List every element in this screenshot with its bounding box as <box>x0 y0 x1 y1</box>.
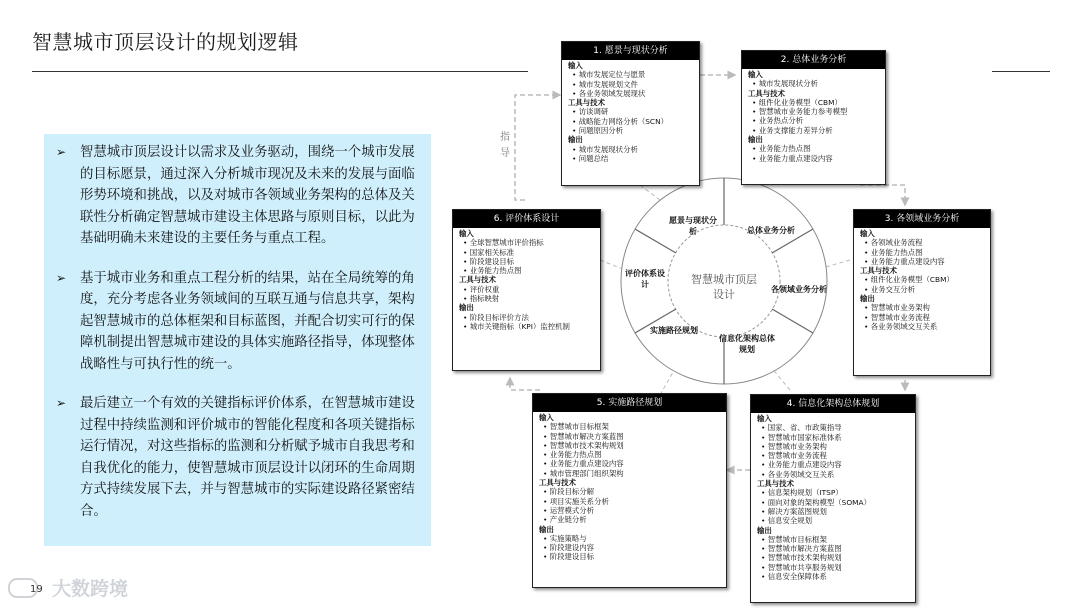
box-item: • 城市发展现状分析 <box>748 79 881 88</box>
box-item: • 阶段建设目标 <box>459 257 596 266</box>
box-item: • 智慧城市解决方案蓝图 <box>757 544 911 553</box>
box-title: 1. 愿景与现状分析 <box>562 42 699 60</box>
box-item: • 阶段目标分解 <box>539 487 722 496</box>
box-item: • 城市管理部门组织架构 <box>539 469 722 478</box>
box-section-label: 输入 <box>568 61 583 70</box>
box-section-label: 输出 <box>748 135 763 145</box>
box-item: • 业务交互分析 <box>860 285 986 294</box>
box-item: • 信息架构规划（ITSP） <box>757 488 911 497</box>
box-item: • 城市关键指标（KPI）监控机制 <box>459 322 596 331</box>
box-item: • 访谈调研 <box>568 107 695 116</box>
box-item: • 智慧城市业务架构 <box>860 303 986 312</box>
summary-text: 最后建立一个有效的关键指标评价体系，在智慧城市建设过程中持续监测和评价城市的智能化程度和各项关键指标运行情况，对这些指标的监测和分析赋予城市自我思考和自我优化的能力，使智慧城市顶层设计以闭环的生命周期方式持续发展下去，并与智慧城市的实际建设路径紧密结合。 <box>80 396 415 519</box>
bullet-arrow-icon: ➢ <box>56 396 67 410</box>
box-item: • 解决方案蓝图规划 <box>757 507 911 516</box>
box-item: • 阶段建设内容 <box>539 543 722 552</box>
box-architecture-planning <box>750 394 916 603</box>
box-section-label: 输入 <box>539 413 554 422</box>
box-section-label: 输出 <box>757 525 772 535</box>
box-item: • 智慧城市技术架构规划 <box>757 553 911 562</box>
box-item: • 国家、省、市政策指导 <box>757 423 911 432</box>
box-item: • 各业务领域交互关系 <box>757 470 911 479</box>
box-item: • 指标映射 <box>459 294 596 303</box>
box-item: • 业务能力热点图 <box>459 266 596 275</box>
box-title: 4. 信息化架构总体规划 <box>751 395 915 413</box>
box-item: • 智慧城市业务能力参考模型 <box>748 107 881 116</box>
box-item: • 问题总结 <box>568 154 695 163</box>
box-item: • 业务能力重点建设内容 <box>757 460 911 469</box>
box-item: • 智慧城市目标框架 <box>539 422 722 431</box>
ring-label-evaluation: 评价体系设计 <box>625 269 665 289</box>
box-item: • 全球智慧城市评价指标 <box>459 238 596 247</box>
box-item: • 业务能力热点图 <box>748 144 881 153</box>
box-item: • 信息安全规划 <box>757 516 911 525</box>
connector-5-6 <box>510 378 540 390</box>
box-item: • 各领域业务流程 <box>860 238 986 247</box>
box-item: • 业务能力重点建设内容 <box>860 257 986 266</box>
box-item: • 智慧城市业务流程 <box>757 451 911 460</box>
box-item: • 产业链分析 <box>539 515 722 524</box>
ring-label-overall: 总体业务分析 <box>747 226 795 235</box>
box-item: • 智慧城市国家标准体系 <box>757 433 911 442</box>
connector-2-3 <box>860 185 905 205</box>
box-item: • 智慧城市业务流程 <box>860 313 986 322</box>
box-section-label: 工具与技术 <box>459 275 496 285</box>
box-section-label: 输入 <box>860 229 875 238</box>
box-section-label: 输出 <box>459 303 474 313</box>
box-item: • 阶段目标评价方法 <box>459 313 596 322</box>
box-item: • 智慧城市业务架构 <box>757 442 911 451</box>
box-item: • 业务热点分析 <box>748 116 881 125</box>
box-item: • 城市发展定位与愿景 <box>568 70 695 79</box>
ring-label-roadmap: 实施路径规划 <box>650 326 698 335</box>
box-roadmap-planning <box>532 393 727 588</box>
box-item: • 国家相关标准 <box>459 248 596 257</box>
box-item: • 智慧城市解决方案蓝图 <box>539 432 722 441</box>
box-item: • 业务能力热点图 <box>539 450 722 459</box>
box-item: • 战略能力网络分析（SCN） <box>568 117 695 126</box>
page-title: 智慧城市顶层设计的规划逻辑 <box>32 30 299 54</box>
watermark <box>52 574 128 601</box>
box-section-label: 工具与技术 <box>568 98 605 108</box>
box-section-label: 输入 <box>459 229 474 238</box>
box-title: 3. 各领域业务分析 <box>854 210 990 228</box>
diagram-center-label: 智慧城市顶层设计 <box>691 273 757 301</box>
box-item: • 实施策略与 <box>539 534 722 543</box>
box-item: • 信息安全保障体系 <box>757 572 911 581</box>
box-domain-business-analysis <box>853 209 991 376</box>
guide-connector <box>515 95 560 200</box>
box-evaluation-design <box>452 209 601 371</box>
box-item: • 阶段建设目标 <box>539 552 722 561</box>
ring-label-vision: 愿景与现状分析 <box>669 216 717 236</box>
box-item: • 智慧城市目标框架 <box>757 535 911 544</box>
box-section-label: 输出 <box>539 524 554 534</box>
bullet-arrow-icon: ➢ <box>56 145 67 159</box>
page-number: 19 <box>30 584 43 595</box>
ring-label-architecture: 信息化架构总体规划 <box>719 334 775 354</box>
ring-label-domain: 各领域业务分析 <box>771 285 827 294</box>
box-item: • 运营模式分析 <box>539 506 722 515</box>
box-item: • 业务支撑能力差异分析 <box>748 126 881 135</box>
box-item: • 智慧城市技术架构规划 <box>539 441 722 450</box>
box-overall-business-analysis <box>741 50 886 185</box>
box-item: • 评价权重 <box>459 285 596 294</box>
box-title: 6. 评价体系设计 <box>453 210 600 228</box>
box-item: • 面向对象的架构模型（SOMA） <box>757 498 911 507</box>
box-section-label: 工具与技术 <box>757 479 794 489</box>
box-item: • 业务能力重点建设内容 <box>748 154 881 163</box>
box-vision-analysis <box>561 41 700 186</box>
box-section-label: 输出 <box>568 135 583 145</box>
box-item: • 城市发展现状分析 <box>568 145 695 154</box>
box-title: 5. 实施路径规划 <box>533 394 726 412</box>
box-section-label: 输出 <box>860 294 875 304</box>
box-section-label: 输入 <box>757 414 772 423</box>
box-item: • 智慧城市共享服务规划 <box>757 563 911 572</box>
box-section-label: 工具与技术 <box>539 478 576 488</box>
box-section-label: 工具与技术 <box>860 266 897 276</box>
box-item: • 业务能力热点图 <box>860 248 986 257</box>
box-item: • 问题原因分析 <box>568 126 695 135</box>
box-item: • 业务能力重点建设内容 <box>539 459 722 468</box>
watermark-text: 大数跨境 <box>52 578 129 600</box>
summary-text: 智慧城市顶层设计以需求及业务驱动，围绕一个城市发展的目标愿景，通过深入分析城市现况及未来的发展与面临形势环境和挑战，以及对城市各领域业务架构的总体及关联性分析确定智慧城市建设主体思路与原则目标，以此为基础明确未来建设的主要任务与重点工程。 <box>80 145 415 246</box>
summary-text: 基于城市业务和重点工程分析的结果，站在全局统筹的角度，充分考虑各业务领域间的互联互通与信息共享，架构起智慧城市的总体框架和目标蓝图，并配合切实可行的保障机制提出智慧城市建设的具体实施路径指导，体现整体战略性与可执行性的统一。 <box>80 270 415 372</box>
box-item: • 城市发展规划文件 <box>568 80 695 89</box>
box-item: • 组件化业务模型（CBM） <box>748 98 881 107</box>
box-section-label: 输入 <box>748 70 763 79</box>
bullet-arrow-icon: ➢ <box>56 270 67 285</box>
box-item: • 各业务领域发展现状 <box>568 89 695 98</box>
box-title: 2. 总体业务分析 <box>742 51 885 69</box>
box-item: • 项目实施关系分析 <box>539 497 722 506</box>
box-section-label: 工具与技术 <box>748 88 785 98</box>
box-item: • 各业务领域交互关系 <box>860 322 986 331</box>
box-item: • 组件化业务模型（CBM） <box>860 275 986 284</box>
guide-label: 指导 <box>500 132 510 159</box>
